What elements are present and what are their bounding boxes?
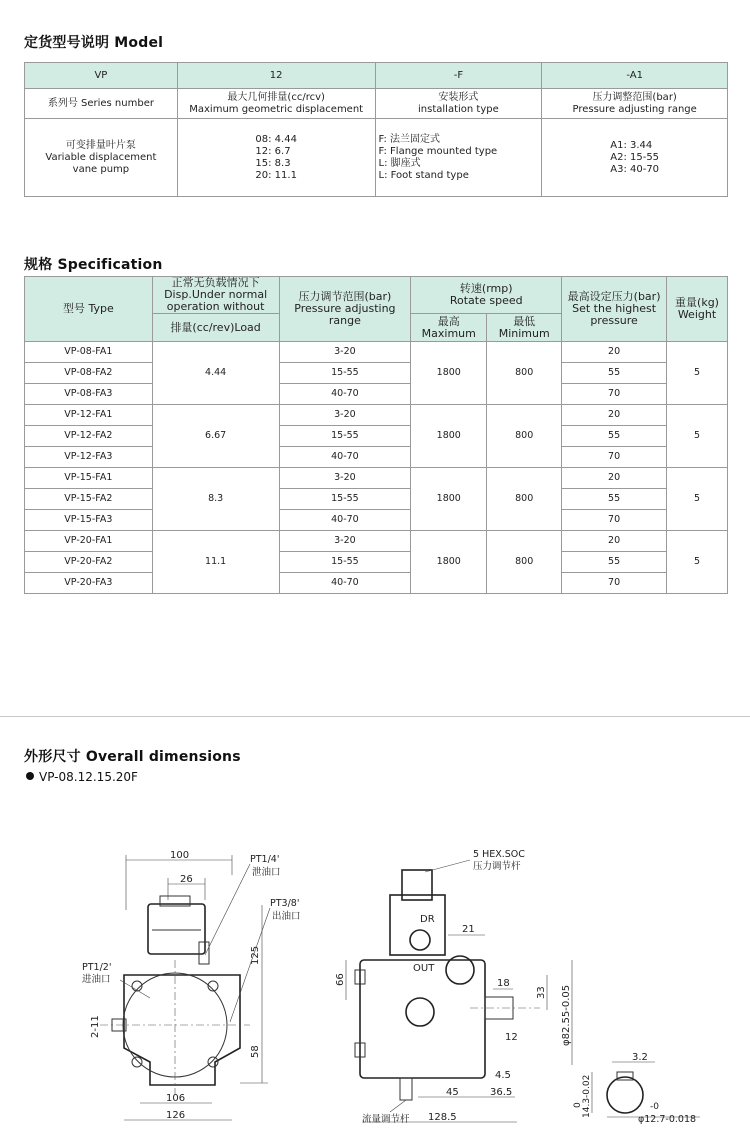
table-row	[25, 510, 728, 531]
type-cell: VP-20-FA3	[25, 573, 153, 594]
dim-33: 33	[536, 986, 547, 999]
section-divider	[0, 716, 750, 717]
dim-4-5: 4.5	[495, 1070, 511, 1081]
table-row	[25, 468, 728, 489]
max-speed-cell: 1800	[411, 342, 487, 405]
label-hex: 5 HEX.SOC	[473, 849, 525, 860]
highest-pressure-cell: 55	[562, 489, 667, 510]
highest-pressure-cell: 70	[562, 447, 667, 468]
dim-shaft-dia0: -0	[650, 1102, 659, 1112]
dim-58: 58	[250, 1045, 261, 1058]
table-row	[25, 405, 728, 426]
th-pressure: 压力调节范围(bar) Pressure adjusting range	[279, 277, 411, 342]
highest-pressure-cell: 20	[562, 405, 667, 426]
port-in-code: PT1/2'	[82, 962, 112, 973]
spec-body	[25, 342, 728, 594]
port-out-cn: 出油口	[272, 911, 301, 922]
max-speed-cell: 1800	[411, 405, 487, 468]
spec-table	[24, 276, 728, 594]
model-section-title: 定货型号说明 Model	[24, 35, 164, 51]
table-row	[25, 573, 728, 594]
th-min: 最低 Minimum	[487, 314, 562, 342]
dim-26: 26	[180, 874, 193, 885]
table-row	[25, 342, 728, 363]
table-row	[25, 363, 728, 384]
port-drain-cn: 泄油口	[252, 867, 281, 878]
type-cell: VP-20-FA1	[25, 531, 153, 552]
label-installation: 安装形式 installation type	[375, 89, 542, 119]
dim-126: 126	[166, 1110, 186, 1121]
th-type: 型号 Type	[25, 277, 153, 342]
dim-18: 18	[497, 978, 510, 989]
pressure-range-cell: 40-70	[279, 447, 411, 468]
pressure-range-cell: 3-20	[279, 531, 411, 552]
weight-cell: 5	[667, 405, 728, 468]
pressure-range-cell: 40-70	[279, 573, 411, 594]
model-table	[24, 62, 728, 197]
pressure-range-cell: 3-20	[279, 405, 411, 426]
dim-shaft-h0: 0	[573, 1102, 583, 1108]
type-cell: VP-12-FA2	[25, 426, 153, 447]
dim-100: 100	[170, 850, 190, 861]
table-row	[25, 489, 728, 510]
highest-pressure-cell: 55	[562, 426, 667, 447]
highest-pressure-cell: 55	[562, 363, 667, 384]
th-highest: 最高设定压力(bar) Set the highest pressure	[562, 277, 667, 342]
weight-cell: 5	[667, 342, 728, 405]
pressure-range-cell: 40-70	[279, 384, 411, 405]
table-row	[25, 447, 728, 468]
type-cell: VP-20-FA2	[25, 552, 153, 573]
weight-cell: 5	[667, 531, 728, 594]
dim-128-5: 128.5	[428, 1112, 457, 1123]
weight-cell: 5	[667, 468, 728, 531]
label-out: OUT	[413, 963, 435, 974]
disp-cell: 11.1	[152, 531, 279, 594]
dim-36-5: 36.5	[490, 1087, 513, 1098]
type-cell: VP-12-FA3	[25, 447, 153, 468]
dims-section-title: 外形尺寸 Overall dimensions	[24, 749, 241, 765]
highest-pressure-cell: 55	[562, 552, 667, 573]
detail-installation: F: 法兰固定式 F: Flange mounted type L: 脚座式 L: Foot stand type	[375, 119, 542, 197]
pressure-range-cell: 3-20	[279, 342, 411, 363]
dim-shaft-dia: φ12.7-0.018	[638, 1114, 697, 1125]
dim-key: 3.2	[632, 1052, 648, 1063]
highest-pressure-cell: 70	[562, 510, 667, 531]
type-cell: VP-08-FA3	[25, 384, 153, 405]
type-cell: VP-15-FA3	[25, 510, 153, 531]
table-row	[25, 426, 728, 447]
dim-shaft-h: 14.3-0.02	[582, 1074, 592, 1118]
code-displacement: 12	[177, 63, 375, 89]
port-in-cn: 进油口	[82, 974, 111, 985]
dimension-drawing	[0, 800, 750, 1140]
highest-pressure-cell: 70	[562, 573, 667, 594]
type-cell: VP-15-FA1	[25, 468, 153, 489]
type-cell: VP-08-FA1	[25, 342, 153, 363]
label-series: 系列号 Series number	[25, 89, 178, 119]
type-cell: VP-08-FA2	[25, 363, 153, 384]
table-row	[25, 531, 728, 552]
pressure-range-cell: 15-55	[279, 363, 411, 384]
th-disp: 正常无负载情况下 Disp.Under normal operation without	[152, 277, 279, 314]
min-speed-cell: 800	[487, 531, 562, 594]
type-cell: VP-12-FA1	[25, 405, 153, 426]
dim-21: 21	[462, 924, 475, 935]
label-flow: 流量调节杆	[362, 1114, 410, 1125]
bullet-dot-icon	[26, 772, 34, 780]
label-dr: DR	[420, 914, 435, 925]
min-speed-cell: 800	[487, 342, 562, 405]
left-view	[82, 850, 301, 1121]
highest-pressure-cell: 20	[562, 531, 667, 552]
dim-125: 125	[250, 945, 261, 965]
code-pressure: -A1	[542, 63, 728, 89]
label-hex-cn: 压力调节杆	[473, 861, 521, 872]
disp-cell: 4.44	[152, 342, 279, 405]
detail-pressure: A1: 3.44 A2: 15-55 A3: 40-70	[542, 119, 728, 197]
highest-pressure-cell: 20	[562, 342, 667, 363]
table-row	[25, 552, 728, 573]
dim-dia: φ82.55-0.05	[561, 984, 572, 1046]
highest-pressure-cell: 20	[562, 468, 667, 489]
max-speed-cell: 1800	[411, 468, 487, 531]
port-drain-code: PT1/4'	[250, 854, 280, 865]
th-weight: 重量(kg) Weight	[667, 277, 728, 342]
min-speed-cell: 800	[487, 405, 562, 468]
disp-cell: 6.67	[152, 405, 279, 468]
pressure-range-cell: 15-55	[279, 489, 411, 510]
min-speed-cell: 800	[487, 468, 562, 531]
max-speed-cell: 1800	[411, 531, 487, 594]
type-cell: VP-15-FA2	[25, 489, 153, 510]
right-view	[335, 849, 572, 1125]
pressure-range-cell: 3-20	[279, 468, 411, 489]
pressure-range-cell: 15-55	[279, 552, 411, 573]
dim-106: 106	[166, 1093, 186, 1104]
code-series: VP	[25, 63, 178, 89]
port-out-code: PT3/8'	[270, 898, 300, 909]
dim-2-11: 2-11	[90, 1015, 101, 1038]
dims-model-bullet: VP-08.12.15.20F	[26, 770, 138, 784]
dim-45: 45	[446, 1087, 459, 1098]
pressure-range-cell: 40-70	[279, 510, 411, 531]
label-pressure: 压力调整范围(bar) Pressure adjusting range	[542, 89, 728, 119]
highest-pressure-cell: 70	[562, 384, 667, 405]
disp-cell: 8.3	[152, 468, 279, 531]
label-displacement: 最大几何排量(cc/rcv) Maximum geometric displacement	[177, 89, 375, 119]
pressure-range-cell: 15-55	[279, 426, 411, 447]
th-disp-load: 排量(cc/rev)Load	[152, 314, 279, 342]
dim-12: 12	[505, 1032, 518, 1043]
th-speed: 转速(rmp) Rotate speed	[411, 277, 562, 314]
shaft-view	[573, 1052, 700, 1125]
table-row	[25, 384, 728, 405]
th-max: 最高 Maximum	[411, 314, 487, 342]
detail-series: 可变排量叶片泵 Variable displacement vane pump	[25, 119, 178, 197]
code-installation: -F	[375, 63, 542, 89]
spec-section-title: 规格 Specification	[24, 257, 163, 273]
dim-66: 66	[335, 973, 346, 986]
detail-displacement: 08: 4.44 12: 6.7 15: 8.3 20: 11.1	[177, 119, 375, 197]
